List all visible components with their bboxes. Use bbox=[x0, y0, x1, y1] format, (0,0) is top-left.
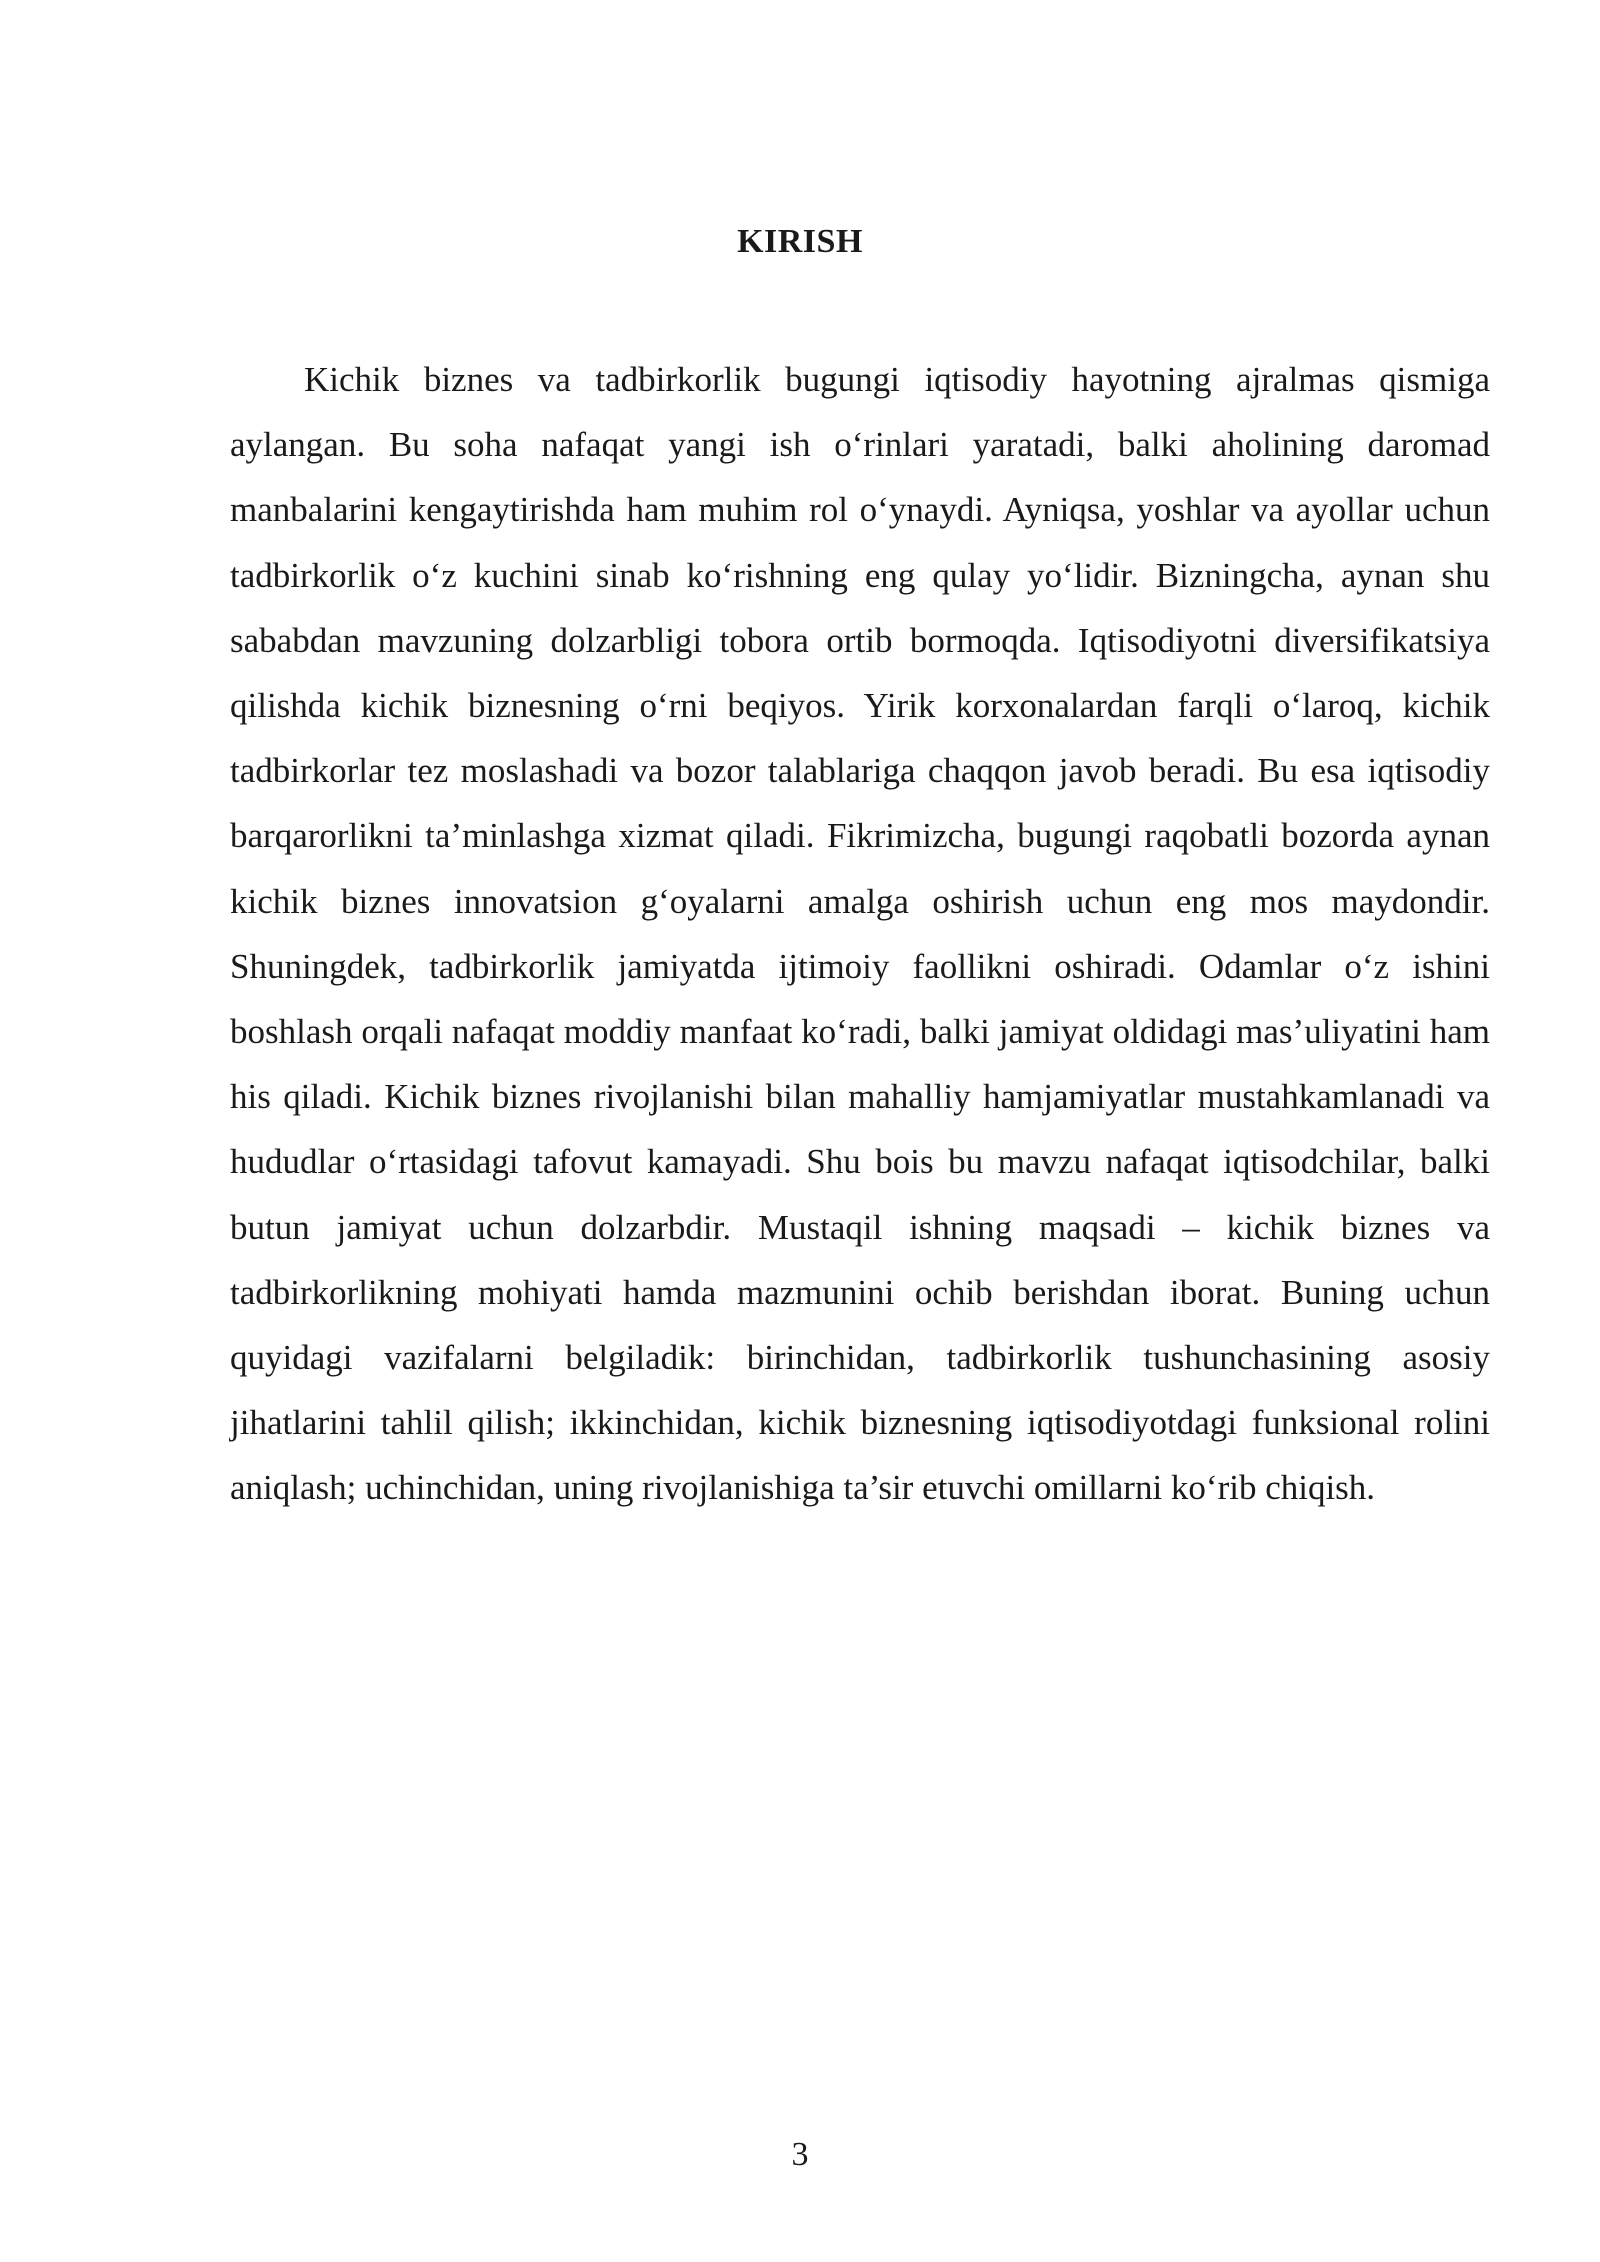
body-paragraph: Kichik biznes va tadbirkorlik bugungi iqtisodiy hayotning ajralmas qismiga aylangan. Bu soha nafaqat yangi ish o‘rinlari yaratadi, balki aholining daromad manbalarini kengaytirishda ham muhim rol o‘ynaydi. Ayniqsa, yoshlar va ayollar uchun tadbirkorlik o‘z kuchini sinab ko‘rishning eng qulay yo‘lidir. Bizningcha, aynan shu sababdan mavzuning dolzarbligi tobora ortib bormoqda. Iqtisodiyotni diversifikatsiya qilishda kichik biznesning o‘rni beqiyos. Yirik korxonalardan farqli o‘laroq, kichik tadbirkorlar tez moslashadi va bozor talablariga chaqqon javob beradi. Bu esa iqtisodiy barqarorlikni ta’minlashga xizmat qiladi. Fikrimizcha, bugungi raqobatli bozorda aynan kichik biznes innovatsion g‘oyalarni amalga oshirish uchun eng mos maydondir. Shuningdek, tadbirkorlik jamiyatda ijtimoiy faollikni oshiradi. Odamlar o‘z ishini boshlash orqali nafaqat moddiy manfaat ko‘radi, balki jamiyat oldidagi mas’uliyatini ham his qiladi. Kichik biznes rivojlanishi bilan mahalliy hamjamiyatlar mustahkamlanadi va hududlar o‘rtasidagi tafovut kamayadi. Shu bois bu mavzu nafaqat iqtisodchilar, balki butun jamiyat uchun dolzarbdir. Mustaqil ishning maqsadi – kichik biznes va tadbirkorlikning mohiyati hamda mazmunini ochib berishdan iborat. Buning uchun quyidagi vazifalarni belgiladik: birinchidan, tadbirkorlik tushunchasining asosiy jihatlarini tahlil qilish; ikkinchidan, kichik biznesning iqtisodiyotdagi funksional rolini aniqlash; uchinchidan, uning rivojlanishiga ta’sir etuvchi omillarni ko‘rib chiqish. bbox=[230, 360, 1490, 1508]
section-heading: KIRISH bbox=[737, 223, 863, 260]
page-number: 3 bbox=[791, 2136, 809, 2173]
